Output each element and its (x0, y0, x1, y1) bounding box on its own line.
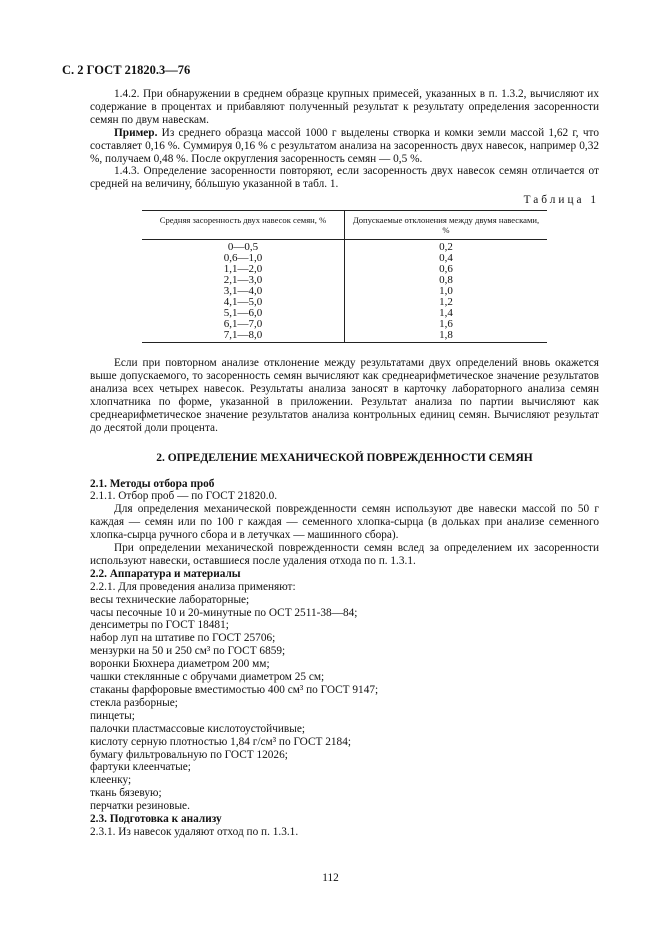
table-row (142, 286, 547, 297)
list-item: фартуки клеенчатые; (90, 761, 191, 774)
table-cell: 1,1—2,0 (142, 264, 345, 275)
paragraph-repeat-analysis: Если при повторном анализе отклонение между результатами двух определений вновь окажется выше допускаемого, то засоренность семян вычисляют как среднеарифметическое значение результатов анализа всех четырех навесок. Результаты анализа заносят в карточку лабораторного анализа семян хлопчатника по форме, указанной в приложении. Результат анализа по партии вычисляют как среднеарифметическое значение результатов анализа контрольных единиц семян. Вычисляют результат до десятой доли процента. (90, 357, 599, 434)
table-cell: 5,1—6,0 (142, 308, 345, 319)
list-item: клеенку; (90, 774, 132, 787)
table-row (142, 308, 547, 319)
table-row (142, 297, 547, 308)
table-cell: 1,6 (439, 318, 453, 331)
table-cell: 1,8 (345, 330, 548, 343)
table-caption: Таблица 1 (523, 194, 599, 207)
list-item: денсиметры по ГОСТ 18481; (90, 619, 229, 632)
list-item: ткань бязевую; (90, 787, 162, 800)
example-label: Пример. (114, 126, 158, 139)
list-item: перчатки резиновые. (90, 800, 190, 813)
heading-2-3: 2.3. Подготовка к анализу (90, 813, 222, 826)
page-header: С. 2 ГОСТ 21820.3—76 (62, 63, 191, 77)
table-header-cell: Допускаемые отклонения между двумя навесками, % (345, 211, 548, 240)
example-paragraph (90, 127, 599, 166)
table-row (142, 275, 547, 286)
table-cell: 1,0 (439, 285, 453, 298)
list-item: набор луп на штативе по ГОСТ 25706; (90, 632, 276, 645)
table-cell: 0—0,5 (142, 240, 345, 254)
heading-2-1: 2.1. Методы отбора проб (90, 477, 215, 490)
table-row (142, 330, 547, 343)
list-item: стаканы фарфоровые вместимостью 400 см³ по ГОСТ 9147; (90, 684, 379, 696)
table-cell: 3,1—4,0 (142, 286, 345, 297)
page-content (90, 88, 599, 839)
table-cell: 7,1—8,0 (142, 330, 345, 343)
table-cell: 0,4 (439, 252, 453, 265)
table-header-cell: Средняя засоренность двух навесок семян, % (142, 211, 345, 240)
list-item: пинцеты; (90, 709, 135, 722)
tolerance-table (142, 210, 547, 343)
table-row (142, 264, 547, 275)
heading-2-2: 2.2. Аппаратура и материалы (90, 567, 241, 580)
table-cell: 6,1—7,0 (142, 319, 345, 330)
paragraph-2-1-a: Для определения механической поврежденности семян используют две навески массой по 50 г каждая — семян или по 100 г каждая — семенного хлопка-сырца (в дольках при анализе семенного хлопка-сырца ручного сбора и в летучках — машинного сбора). (90, 503, 599, 542)
example-text: Из среднего образца массой 1000 г выделены створка и комки земли массой 1,62 г, что составляет 0,16 %. Суммируя 0,16 % с результатом анализа на засоренность двух навесок, например 0,32 %, получаем 0,48 %. После округления засоренность семян — 0,5 %. (90, 126, 599, 165)
list-item: стекла разборные; (90, 696, 178, 709)
list-item: часы песочные 10 и 20-минутные по ОСТ 2511-38—84; (90, 606, 358, 619)
table-row (142, 253, 547, 264)
table-cell: 0,6 (439, 263, 453, 276)
paragraph-2-1-1: 2.1.1. Отбор проб — по ГОСТ 21820.0. (90, 490, 278, 503)
paragraph-2-1-b: При определении механической поврежденности семян вслед за определением их засоренности используют навески, оставшиеся после удаления отхода по п. 1.3.1. (90, 542, 599, 567)
section-2-title: 2. ОПРЕДЕЛЕНИЕ МЕХАНИЧЕСКОЙ ПОВРЕЖДЕННОСТИ СЕМЯН (156, 451, 533, 464)
list-item: воронки Бюхнера диаметром 200 мм; (90, 658, 270, 671)
table-cell: 1,4 (439, 307, 453, 320)
table-cell: 1,2 (439, 296, 453, 309)
list-item: палочки пластмассовые кислотоустойчивые; (90, 722, 306, 735)
list-item: чашки стеклянные с обручами диаметром 25 см; (90, 671, 325, 684)
paragraph-1-4-2: 1.4.2. При обнаружении в среднем образце крупных примесей, указанных в п. 1.3.2, вычисляют их содержание в процентах и прибавляют полученный результат к результату определения засоренности семян по двум навескам. (90, 88, 599, 126)
table-cell: 0,6—1,0 (142, 253, 345, 264)
table-cell: 2,1—3,0 (142, 275, 345, 286)
table-row (142, 240, 547, 254)
list-item: весы технические лабораторные; (90, 593, 250, 606)
table-cell: 0,8 (439, 274, 453, 287)
table-row (142, 319, 547, 330)
table-cell: 0,2 (439, 241, 453, 254)
paragraph-2-3-1: 2.3.1. Из навесок удаляют отход по п. 1.3.1. (90, 825, 299, 838)
paragraph-2-2-1: 2.2.1. Для проведения анализа применяют: (90, 580, 296, 593)
table-header-row (142, 211, 547, 240)
table-cell: 4,1—5,0 (142, 297, 345, 308)
list-item: бумагу фильтровальную по ГОСТ 12026; (90, 748, 288, 761)
page-number: 112 (322, 872, 339, 884)
list-item: мензурки на 50 и 250 см³ по ГОСТ 6859; (90, 645, 286, 658)
list-item: кислоту серную плотностью 1,84 г/см³ по ГОСТ 2184; (90, 735, 351, 748)
paragraph-1-4-3: 1.4.3. Определение засоренности повторяют, если засоренность двух навесок семян отличается от средней на величину, бóльшую указанной в табл. 1. (90, 165, 599, 191)
equipment-list (90, 594, 599, 813)
